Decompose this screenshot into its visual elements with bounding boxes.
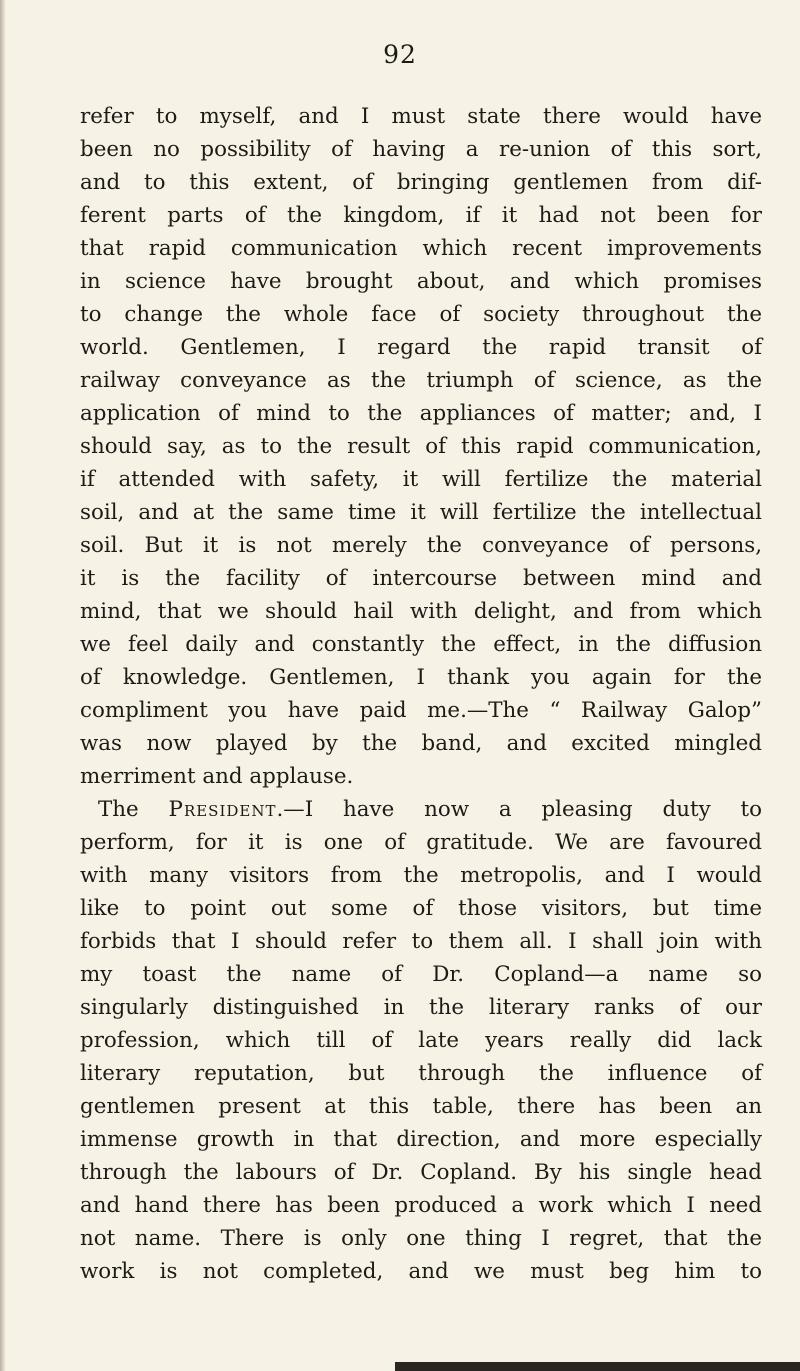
text-line: merriment and applause. bbox=[80, 764, 354, 789]
bottom-rule bbox=[395, 1362, 800, 1371]
line-prefix: The bbox=[98, 797, 169, 822]
text-line: to change the whole face of society throughout the bbox=[80, 302, 762, 327]
text-line: perform, for it is one of gratitude. We are favoured bbox=[80, 830, 762, 855]
line-rest: .—I have now a pleasing duty to bbox=[276, 797, 762, 822]
text-line: application of mind to the appliances of matter; and, I bbox=[80, 401, 762, 426]
text-line: that rapid communication which recent improvements bbox=[80, 236, 762, 261]
text-line: and hand there has been produced a work which I need bbox=[80, 1193, 762, 1218]
text-line: it is the facility of intercourse between mind and bbox=[80, 566, 762, 591]
text-line: should say, as to the result of this rapid communication, bbox=[80, 434, 762, 459]
text-line: mind, that we should hail with delight, and from which bbox=[80, 599, 762, 624]
text-line: soil, and at the same time it will fertilize the intellectual bbox=[80, 500, 762, 525]
text-line: been no possibility of having a re-union of this sort, bbox=[80, 137, 762, 162]
text-line: singularly distinguished in the literary ranks of our bbox=[80, 995, 762, 1020]
text-line: ferent parts of the kingdom, if it had not been for bbox=[80, 203, 762, 228]
text-line: not name. There is only one thing I regret, that the bbox=[80, 1226, 762, 1251]
text-line: like to point out some of those visitors, but time bbox=[80, 896, 762, 921]
text-line: in science have brought about, and which promises bbox=[80, 269, 762, 294]
text-line: railway conveyance as the triumph of science, as the bbox=[80, 368, 762, 393]
text-line: world. Gentlemen, I regard the rapid transit of bbox=[80, 335, 762, 360]
text-line: soil. But it is not merely the conveyance of persons, bbox=[80, 533, 762, 558]
text-line: literary reputation, but through the influence of bbox=[80, 1061, 762, 1086]
text-line: immense growth in that direction, and more especially bbox=[80, 1127, 762, 1152]
text-line: was now played by the band, and excited mingled bbox=[80, 731, 762, 756]
page-number: 92 bbox=[383, 40, 417, 69]
text-line: we feel daily and constantly the effect, in the diffusion bbox=[80, 632, 762, 657]
text-line: of knowledge. Gentlemen, I thank you again for the bbox=[80, 665, 762, 690]
text-line: refer to myself, and I must state there would have bbox=[80, 104, 762, 129]
text-line bbox=[80, 793, 762, 826]
text-line: my toast the name of Dr. Copland—a name so bbox=[80, 962, 762, 987]
text-line: work is not completed, and we must beg him to bbox=[80, 1259, 762, 1284]
text-line: through the labours of Dr. Copland. By his single head bbox=[80, 1160, 762, 1185]
text-line: gentlemen present at this table, there has been an bbox=[80, 1094, 762, 1119]
text-line: if attended with safety, it will fertilize the material bbox=[80, 467, 762, 492]
text-line: with many visitors from the metropolis, and I would bbox=[80, 863, 762, 888]
text-line: profession, which till of late years really did lack bbox=[80, 1028, 762, 1053]
speaker-name: President bbox=[168, 797, 277, 822]
body-text bbox=[80, 100, 762, 1288]
page-shadow-edge bbox=[0, 0, 6, 1371]
text-line: and to this extent, of bringing gentlemen from dif- bbox=[80, 170, 762, 195]
text-line: compliment you have paid me.—The “ Railway Galop” bbox=[80, 698, 762, 723]
text-line: forbids that I should refer to them all. I shall join with bbox=[80, 929, 762, 954]
